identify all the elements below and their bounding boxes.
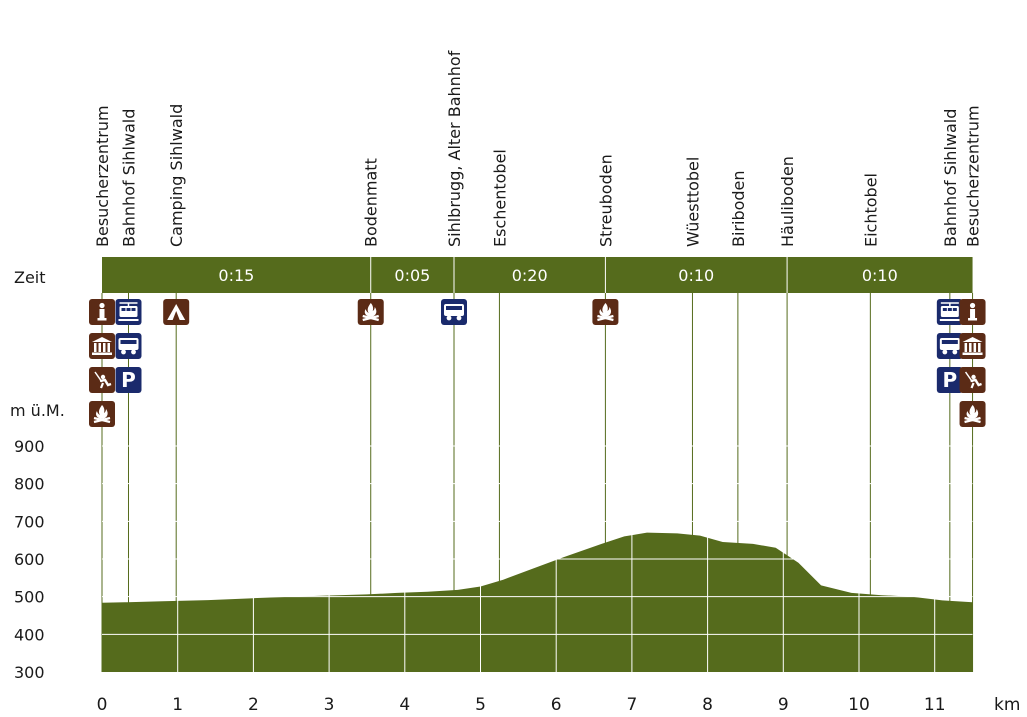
bus-icon (115, 333, 141, 359)
waypoint-icons (89, 299, 986, 427)
y-tick-label: 400 (14, 625, 45, 645)
waypoint-label: Sihlbrugg, Alter Bahnhof (445, 50, 465, 247)
x-tick-label: 1 (172, 695, 184, 715)
y-tick-label: 600 (14, 549, 45, 569)
icon-glyph-text: P (121, 368, 136, 392)
time-bar-label: Zeit (14, 268, 46, 287)
museum-icon (960, 333, 986, 359)
x-tick-label: 10 (848, 695, 870, 715)
terrain-profile (102, 533, 973, 672)
time-segment-label: 0:10 (861, 266, 898, 285)
waypoint-label: Camping Sihlwald (167, 103, 187, 247)
x-tick-label: 7 (626, 695, 638, 715)
campfire-icon (89, 401, 115, 427)
museum-icon (89, 333, 115, 359)
x-tick-label: 8 (702, 695, 714, 715)
waypoint-label: Häuliboden (778, 156, 798, 247)
waypoint-label: Eichtobel (861, 173, 881, 247)
icon-background (89, 333, 115, 359)
time-segment-label: 0:15 (218, 266, 255, 285)
waypoint-label: Besucherzentrum (93, 105, 112, 247)
playground-icon (960, 367, 986, 393)
waypoint-label: Bahnhof Sihlwald (940, 108, 960, 247)
y-tick-label: 500 (14, 587, 45, 607)
waypoint-labels (93, 50, 983, 247)
waypoint-label: Wüesttobel (683, 156, 703, 247)
y-tick-label: 800 (14, 474, 45, 494)
waypoint-label: Besucherzentrum (963, 105, 983, 247)
campfire-icon (358, 299, 384, 325)
time-segment-label: 0:05 (394, 266, 431, 285)
terrain-area (102, 533, 973, 672)
tent-icon (163, 299, 189, 325)
y-tick-label: 300 (14, 663, 45, 682)
x-axis-label: km (994, 695, 1021, 715)
train-icon (115, 299, 141, 325)
x-axis-ticks (97, 695, 946, 715)
x-tick-label: 4 (399, 695, 411, 715)
time-segment-label: 0:10 (678, 266, 715, 285)
parking-icon (937, 367, 963, 393)
campfire-icon (592, 299, 618, 325)
bus-icon (937, 333, 963, 359)
x-tick-label: 11 (923, 695, 946, 715)
bus-icon (441, 299, 467, 325)
playground-icon (89, 367, 115, 393)
time-bar (102, 257, 973, 293)
x-tick-label: 5 (475, 695, 486, 715)
waypoint-label: Bodenmatt (361, 158, 381, 247)
y-axis-label: m ü.M. (10, 401, 65, 420)
x-tick-label: 2 (247, 695, 259, 715)
x-tick-label: 6 (550, 695, 562, 715)
time-segment-label: 0:20 (511, 266, 548, 285)
waypoint-label: Eschentobel (490, 149, 510, 247)
waypoint-label: Streuboden (596, 154, 616, 247)
parking-icon (115, 367, 141, 393)
x-tick-label: 0 (96, 695, 108, 715)
y-tick-label: 700 (14, 512, 45, 532)
x-tick-label: 9 (777, 695, 789, 715)
x-tick-label: 3 (323, 695, 335, 715)
info-icon (960, 299, 986, 325)
train-icon (937, 299, 963, 325)
campfire-icon (960, 401, 986, 427)
info-icon (89, 299, 115, 325)
icon-background (960, 333, 986, 359)
y-axis-ticks (14, 437, 45, 682)
icon-glyph-text: P (942, 368, 958, 392)
waypoint-label: Bahnhof Sihlwald (119, 108, 139, 247)
waypoint-label: Biriboden (728, 170, 748, 247)
y-tick-label: 900 (14, 436, 45, 456)
